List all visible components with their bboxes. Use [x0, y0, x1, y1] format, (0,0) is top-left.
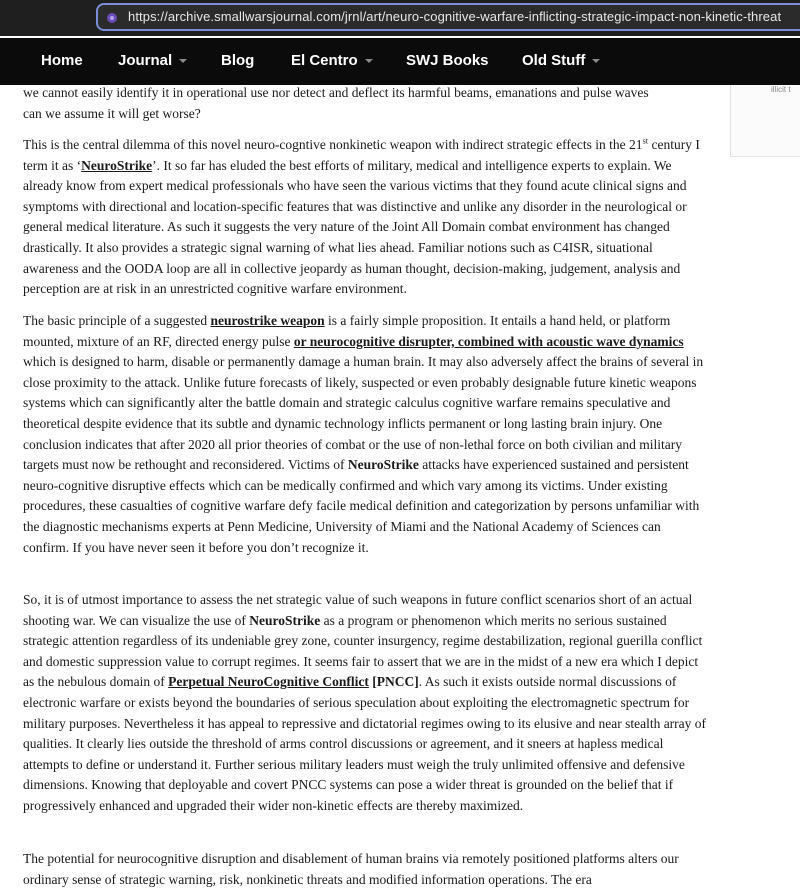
article-paragraph — [23, 849, 708, 890]
nav-swj-books-label: SWJ Books — [406, 52, 489, 69]
pncc-link[interactable]: Perpetual NeuroCognitive Conflict — [168, 674, 369, 690]
nav-swj-books[interactable] — [406, 52, 489, 69]
article-paragraph — [23, 590, 708, 817]
browser-toolbar — [0, 0, 800, 36]
neurostrike-weapon-link[interactable]: neurostrike weapon — [210, 313, 325, 328]
site-navigation — [0, 38, 800, 85]
nav-journal[interactable] — [118, 52, 187, 69]
address-bar[interactable] — [96, 3, 800, 31]
paragraph-line: we cannot easily identify it in operational use nor detect and deflect its harmful beams, emanations and pulse waves — [23, 85, 649, 100]
neurostrike-link[interactable]: NeuroStrike — [81, 157, 153, 173]
chevron-down-icon — [592, 59, 600, 63]
nav-old-stuff[interactable] — [522, 52, 600, 69]
nav-blog[interactable] — [221, 52, 254, 69]
nav-journal-label: Journal — [118, 52, 173, 69]
text-run: The potential for neurocognitive disruption and disablement of human brains via remotely positioned platforms alters our ordinary sense of strategic warning, risk, nonkinetic threats and modified information operations. The era — [23, 851, 679, 887]
nav-old-stuff-label: Old Stuff — [522, 52, 586, 69]
text-run: This is the central dilemma of this novel neuro-cogntive nonkinetic weapon with indirect strategic effects in the 21 — [23, 137, 643, 152]
chevron-down-icon — [365, 59, 373, 63]
bold-term: [PNCC] — [372, 674, 419, 690]
article-paragraph — [23, 311, 708, 558]
nav-home-label: Home — [41, 52, 83, 69]
nav-el-centro[interactable] — [291, 52, 373, 69]
sidebar-box — [730, 85, 800, 157]
superscript: st — [642, 135, 649, 146]
text-run: ’. It so far has eluded the best efforts of military, medical and intelligence experts to explain. We already know from expert medical professionals who have seen the various victims that they found acute clinical signs and symptoms with directional and location-specific features that was distinctive and unlike any disorder in the neurological or general medical literature. As such it suggests the very nature of the Joint All Domain combat environment has changed drastically. It also provides a strategic signal warning of what lies ahead. Familiar notions such as C4ISR, situational awareness and the OODA loop are all in collective jeopardy as human thought, decision-making, judgement, analysis and perception are at risk in an unrestricted cognitive warfare environment. — [23, 157, 687, 297]
url-text[interactable]: https://archive.smallwarsjournal.com/jrnl/art/neuro-cognitive-warfare-inflicting-strategic-impact-non-kinetic-threat — [128, 9, 782, 24]
nav-blog-label: Blog — [221, 52, 255, 69]
text-run: So, it is of utmost importance to assess the net strategic value of such weapons in future conflict scenarios short of an actual shooting war. We can visualize the use of — [23, 592, 693, 628]
bold-term: NeuroStrike — [347, 457, 419, 473]
chevron-down-icon — [179, 59, 187, 63]
nav-el-centro-label: El Centro — [291, 52, 358, 69]
text-run: which is designed to harm, disable or permanently damage a human brain. It may also adversely affect the brains of several in close proximity to the attack. Unlike future forecasts of likely, suspected or even probably designable future kinetic weapons systems which can significantly alter the battle domain and strategic calculus cognitive warfare remains speculative and theoretical despite evidence that its subtle and dynamic technology inflicts permanent or long lasting brain injury. One conclusion indicates that after 2020 all prior theories of combat or the use of non-lethal force on both civilian and military targets must now be rethought and reconsidered. Victims of — [23, 354, 704, 473]
text-run: . As such it exists outside normal discussions of electronic warfare or exists beyond the boundaries of serious speculation about exploiting the electromagnetic spectrum for military purposes. Nevertheless it has appeal to repressive and dictatorial regimes owing to its elusive and near stealth array of qualities. It clearly lies outside the threshold of arms control discussions or agreement, and it sneers at hapless medical attempts to define or understand it. Further serious military leaders must weigh the truly unlimited offensive and defensive dimensions. Knowing that deployable and covert PNCC systems can pose a wider threat is grounded on the belief that if progressively enhanced and upgraded their wider non-kinetic effects are thereby maximized. — [23, 674, 707, 813]
sidebar-snippet: illicit t — [771, 85, 791, 94]
text-run: attacks have experienced sustained and persistent neuro-cognitive disruptive effects which can be medically confirmed and which vary among its victims. Under existing procedures, these casualties of cognitive warfare defy facile medical definition and categorization by persons unfamiliar with the diagnostic mechanisms experts at Penn Medicine, University of Miami and the National Academy of Sciences can confirm. If you have never seen it before you don’t recognize it. — [23, 457, 700, 555]
text-run: century I term it as ‘ — [23, 137, 700, 173]
text-run: is a fairly simple proposition. It entails a hand held, or platform mounted, mixture of an RF, directed energy pulse — [23, 313, 671, 349]
nav-home[interactable] — [41, 52, 83, 69]
paragraph-line: can we assume it will get worse? — [23, 105, 201, 121]
article-paragraph — [23, 135, 708, 300]
article-paragraph — [23, 85, 708, 124]
text-run: as a program or phenomenon which merits no serious sustained strategic attention regardless of its undeniable grey zone, counter insurgency, regime destabilization, regional guerilla conflict and domestic suppression value to corrupt regimes. It seems fair to assert that we are in the midst of a new era which I depict as the nebulous domain of — [23, 612, 703, 690]
text-run: The basic principle of a suggested — [23, 313, 211, 328]
bold-term: NeuroStrike — [249, 612, 321, 628]
site-info-icon[interactable] — [106, 12, 118, 24]
article-body — [23, 85, 708, 892]
neurocognitive-disrupter-link[interactable]: or neurocognitive disrupter, combined with acoustic wave dynamics — [293, 333, 684, 349]
